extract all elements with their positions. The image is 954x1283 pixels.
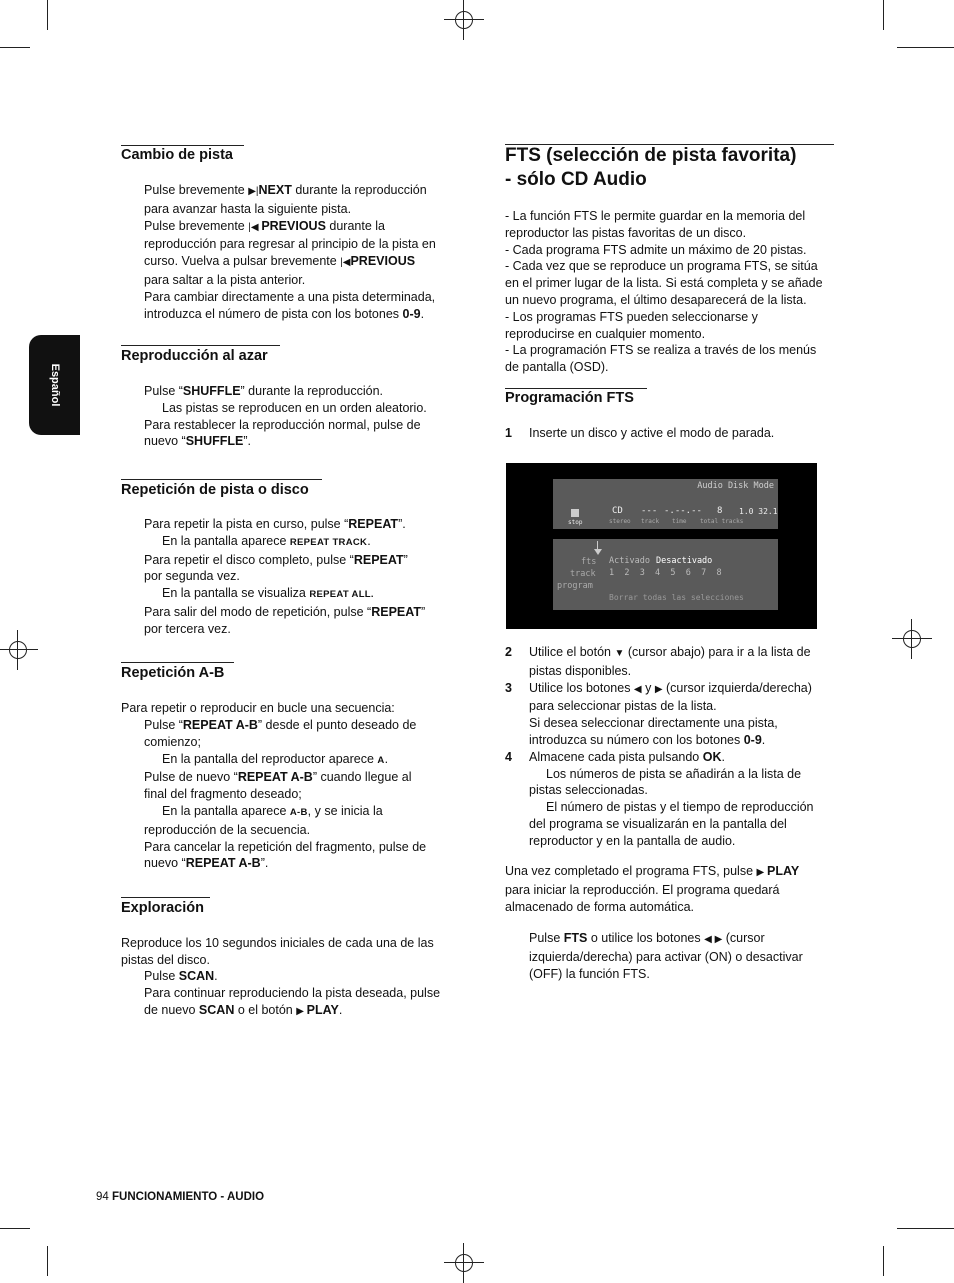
stop-icon	[571, 509, 579, 517]
section-heading-programacion: Programación FTS	[505, 390, 634, 406]
language-tab	[29, 335, 80, 435]
osd-fts-label: fts	[581, 557, 597, 567]
section-body-repeticion: Para repetir la pista en curso, pulse “REPEAT”. En la pantalla aparece REPEAT TRACK. Para repetir el disco completo, pulse “REPEAT” por segunda vez. En la pantalla se visualiza REPEAT ALL. Para salir del modo de repetición, pulse “REPEAT” por tercera vez.	[144, 517, 426, 636]
registration-mark	[0, 630, 38, 670]
heading-rule	[121, 145, 244, 146]
osd-fts-panel	[553, 539, 778, 610]
osd-mode-label: Audio Disk Mode	[697, 481, 774, 491]
cursor-right-icon: ▶	[654, 683, 663, 695]
crop-mark	[897, 1228, 954, 1229]
osd-total-label: total tracks	[700, 518, 744, 525]
osd-cd: CD	[612, 506, 623, 516]
heading-rule	[505, 388, 647, 389]
page-title-line1: FTS (selección de pista favorita)	[505, 145, 797, 166]
registration-mark	[444, 1243, 484, 1283]
play-icon: ▶	[296, 1005, 307, 1017]
page-number: 94	[96, 1191, 109, 1203]
crop-mark	[883, 1246, 884, 1276]
cursor-down-arrow	[594, 549, 602, 555]
crop-mark	[897, 47, 954, 48]
section-heading-ab: Repetición A-B	[121, 665, 225, 681]
heading-rule	[121, 662, 234, 663]
fts-intro: - La función FTS le permite guardar en la memoria del reproductor las pistas favoritas de un disco. - Cada programa FTS admite un máximo de 20 pistas. - Cada vez que se reproduce un programa FTS, se sitúa en el primer lugar de la lista. Si está completa y se añade un nuevo programa, el último desaparecerá de la lista. - Los programas FTS pueden seleccionarse y reproducirse en cualquier momento. - La programación FTS se realiza a través de los menús de pantalla (OSD).	[505, 209, 823, 375]
osd-time-label: time	[672, 518, 687, 525]
osd-program-label: program	[557, 581, 593, 591]
heading-rule	[121, 345, 280, 346]
page-footer	[96, 1191, 264, 1203]
previous-icon: |◀	[340, 257, 351, 269]
osd-clear-all[interactable]: Borrar todas las selecciones	[609, 593, 744, 602]
crop-mark	[883, 0, 884, 30]
osd-track-label: track	[641, 518, 660, 525]
crop-mark	[47, 1246, 48, 1276]
section-body-ab: Pulse “REPEAT A-B” desde el punto deseado de comienzo; En la pantalla del reproductor aparece A. Pulse de nuevo “REPEAT A-B” cuando llegue al final del fragmento deseado; En la pantalla aparece A-B, y se inicia la reproducción de la secuencia. Para cancelar la repetición del fragmento, pulse de nuevo “REPEAT A-B”.	[144, 718, 427, 871]
language-tab-label: Español	[48, 363, 61, 407]
osd-stereo-label: stereo	[609, 518, 631, 525]
section-heading-exploracion: Exploración	[121, 900, 204, 916]
page-title	[505, 144, 845, 192]
crop-mark	[0, 47, 30, 48]
section-intro-ab: Para repetir o reproducir en bucle una secuencia:	[121, 701, 395, 715]
crop-mark	[0, 1228, 30, 1229]
registration-mark	[892, 619, 932, 659]
section-body-azar: Pulse “SHUFFLE” durante la reproducción. Las pistas se reproducen en un orden aleatorio. Para restablecer la reproducción normal, pulse de nuevo “SHUFFLE”.	[144, 384, 427, 449]
fts-toggle-paragraph: Pulse FTS o utilice los botones ◀ ▶ (cursor izquierda/derecha) para activar (ON) o desactivar (OFF) la función FTS.	[529, 931, 803, 981]
osd-track-value: ---	[641, 506, 658, 516]
osd-stop-label: stop	[568, 519, 583, 526]
osd-version: 1.0 32.1	[739, 507, 778, 516]
registration-mark	[444, 0, 484, 40]
section-heading-cambio: Cambio de pista	[121, 147, 233, 163]
heading-rule	[121, 479, 322, 480]
page-title-line2: - sólo CD Audio	[505, 169, 647, 190]
osd-status-panel	[553, 479, 778, 529]
section-heading-azar: Reproducción al azar	[121, 348, 268, 364]
cursor-left-icon: ◀	[633, 683, 642, 695]
osd-activado[interactable]: Activado	[609, 556, 650, 566]
section-heading-repeticion: Repetición de pista o disco	[121, 482, 309, 498]
next-icon: ▶|	[248, 186, 259, 197]
section-body-exploracion: Pulse SCAN. Para continuar reproduciendo la pista deseada, pulse de nuevo SCAN o el botón ▶ PLAY.	[144, 969, 441, 1017]
heading-rule	[121, 897, 210, 898]
osd-total-value: 8	[717, 506, 723, 516]
osd-track-list[interactable]: 1 2 3 4 5 6 7 8	[609, 568, 722, 578]
previous-icon: |◀	[248, 221, 262, 233]
step-1: 1 Inserte un disco y active el modo de parada.	[505, 426, 775, 440]
osd-desactivado[interactable]: Desactivado	[656, 556, 713, 566]
osd-screenshot	[506, 463, 817, 629]
section-intro-exploracion: Reproduce los 10 segundos iniciales de cada una de las pistas del disco.	[121, 936, 434, 967]
play-icon: ▶	[756, 867, 767, 878]
crop-mark	[47, 0, 48, 30]
osd-track-row-label: track	[570, 569, 596, 579]
cursor-down-icon: ▼	[614, 648, 625, 659]
cursor-left-right-icon: ◀ ▶	[704, 934, 723, 945]
section-body-cambio: Pulse brevemente ▶|NEXT durante la reproducción para avanzar hasta la siguiente pista. Pulse brevemente |◀ PREVIOUS durante la reproducción para regresar al principio de la pista en curso. Vuelva a pulsar brevemente |◀PREVIOUS para saltar a la pista anterior. Para cambiar directamente a una pista determinada, introduzca el número de pista con los botones 0-9.	[144, 183, 436, 321]
osd-time-value: -.--.--	[664, 506, 702, 516]
steps-2-4: 2 Utilice el botón ▼ (cursor abajo) para ir a la lista de pistas disponibles. 3 Utilice los botones ◀ y ▶ (cursor izquierda/derecha) para seleccionar pistas de la lista. Si desea seleccionar directamente una pista, introduzca su número con los botones 0-9. 4 Almacene cada pista pulsando OK. Los números de pista se añadirán a la lista de pistas seleccionadas. El número de pistas y el tiempo de reproducción del programa se visualizarán en la pantalla del reproductor y en la pantalla de audio.	[505, 645, 814, 848]
play-paragraph: Una vez completado el programa FTS, pulse ▶ PLAY para iniciar la reproducción. El programa quedará almacenado de forma automática.	[505, 864, 800, 914]
footer-section: FUNCIONAMIENTO - AUDIO	[112, 1191, 265, 1203]
